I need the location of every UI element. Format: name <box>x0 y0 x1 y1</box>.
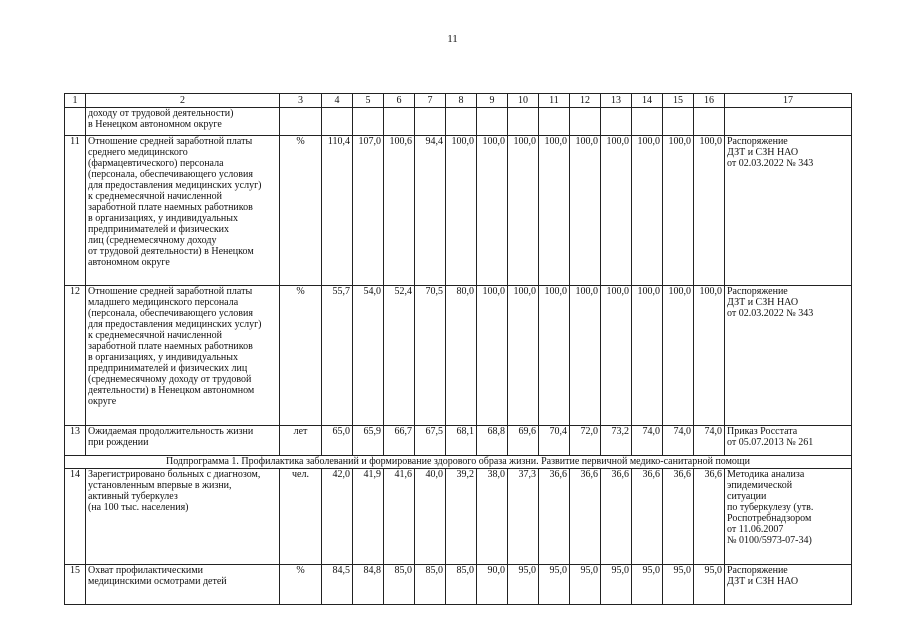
header-cell: 17 <box>725 94 852 108</box>
row-number <box>65 108 86 136</box>
value-cell: 90,0 <box>477 565 508 605</box>
value-cell: 100,0 <box>539 286 570 426</box>
header-cell: 12 <box>570 94 601 108</box>
value-cell: 55,7 <box>322 286 353 426</box>
value-cell: 69,6 <box>508 426 539 456</box>
header-cell: 7 <box>415 94 446 108</box>
page-number: 11 <box>447 33 458 45</box>
value-cell: 36,6 <box>694 469 725 565</box>
value-cell: 36,6 <box>570 469 601 565</box>
value-cell <box>415 108 446 136</box>
value-cell <box>446 108 477 136</box>
value-cell: 107,0 <box>353 136 384 286</box>
header-cell: 3 <box>280 94 322 108</box>
value-cell: 42,0 <box>322 469 353 565</box>
header-cell: 9 <box>477 94 508 108</box>
value-cell: 100,0 <box>570 136 601 286</box>
source-cell: Распоряжение ДЗТ и СЗН НАО <box>725 565 852 605</box>
header-cell: 4 <box>322 94 353 108</box>
subprogram-title: Подпрограмма 1. Профилактика заболеваний и формирование здорового образа жизни. Развитие первичной медико-санитарной помощи <box>65 456 852 469</box>
header-cell: 1 <box>65 94 86 108</box>
value-cell: 41,9 <box>353 469 384 565</box>
value-cell <box>694 108 725 136</box>
value-cell <box>539 108 570 136</box>
indicator-name: Отношение средней заработной платы младшего медицинского персонала (персонала, обеспечивающего условия для предоставления медицинских услуг) к среднемесячной начисленной заработной плате наемных работников в организациях, у индивидуальных предпринимателей и физических лиц (среднемесячному доходу от трудовой деятельности) в Ненецком автономном округе <box>86 286 280 426</box>
header-cell: 13 <box>601 94 632 108</box>
value-cell: 54,0 <box>353 286 384 426</box>
value-cell: 41,6 <box>384 469 415 565</box>
value-cell: 100,0 <box>477 136 508 286</box>
value-cell: 65,0 <box>322 426 353 456</box>
value-cell: 74,0 <box>632 426 663 456</box>
header-cell: 10 <box>508 94 539 108</box>
value-cell: 65,9 <box>353 426 384 456</box>
value-cell: 84,5 <box>322 565 353 605</box>
row-number: 11 <box>65 136 86 286</box>
value-cell: 73,2 <box>601 426 632 456</box>
indicator-name: Зарегистрировано больных с диагнозом, установленным впервые в жизни, активный туберкулез (на 100 тыс. населения) <box>86 469 280 565</box>
value-cell: 66,7 <box>384 426 415 456</box>
value-cell <box>384 108 415 136</box>
value-cell: 52,4 <box>384 286 415 426</box>
value-cell: 95,0 <box>570 565 601 605</box>
value-cell: 95,0 <box>632 565 663 605</box>
value-cell: 95,0 <box>694 565 725 605</box>
value-cell <box>632 108 663 136</box>
row-number: 12 <box>65 286 86 426</box>
header-cell: 8 <box>446 94 477 108</box>
value-cell <box>322 108 353 136</box>
value-cell: 100,0 <box>632 136 663 286</box>
header-cell: 2 <box>86 94 280 108</box>
value-cell: 85,0 <box>415 565 446 605</box>
value-cell: 95,0 <box>539 565 570 605</box>
row-number: 13 <box>65 426 86 456</box>
header-cell: 16 <box>694 94 725 108</box>
value-cell: 100,0 <box>539 136 570 286</box>
value-cell: 100,0 <box>663 136 694 286</box>
value-cell: 100,0 <box>601 136 632 286</box>
value-cell: 80,0 <box>446 286 477 426</box>
value-cell <box>508 108 539 136</box>
row-number: 15 <box>65 565 86 605</box>
value-cell: 100,0 <box>446 136 477 286</box>
indicator-name: Охват профилактическими медицинскими осмотрами детей <box>86 565 280 605</box>
value-cell: 95,0 <box>601 565 632 605</box>
value-cell <box>570 108 601 136</box>
value-cell: 100,0 <box>694 286 725 426</box>
value-cell: 74,0 <box>663 426 694 456</box>
source-cell: Распоряжение ДЗТ и СЗН НАО от 02.03.2022 № 343 <box>725 136 852 286</box>
value-cell: 74,0 <box>694 426 725 456</box>
source-cell <box>725 108 852 136</box>
source-cell: Приказ Росстата от 05.07.2013 № 261 <box>725 426 852 456</box>
unit-cell: лет <box>280 426 322 456</box>
value-cell: 110,4 <box>322 136 353 286</box>
value-cell: 70,4 <box>539 426 570 456</box>
value-cell: 68,1 <box>446 426 477 456</box>
value-cell: 100,6 <box>384 136 415 286</box>
value-cell: 100,0 <box>663 286 694 426</box>
indicator-name: Ожидаемая продолжительность жизни при рождении <box>86 426 280 456</box>
source-cell: Распоряжение ДЗТ и СЗН НАО от 02.03.2022 № 343 <box>725 286 852 426</box>
value-cell <box>353 108 384 136</box>
unit-cell: % <box>280 565 322 605</box>
subprogram-row <box>65 456 852 469</box>
header-cell: 6 <box>384 94 415 108</box>
header-cell: 15 <box>663 94 694 108</box>
unit-cell: % <box>280 136 322 286</box>
value-cell: 67,5 <box>415 426 446 456</box>
header-row <box>65 94 852 108</box>
table-row <box>65 136 852 286</box>
indicator-name: доходу от трудовой деятельности) в Ненецком автономном округе <box>86 108 280 136</box>
table-row <box>65 565 852 605</box>
value-cell: 68,8 <box>477 426 508 456</box>
value-cell: 100,0 <box>601 286 632 426</box>
value-cell: 84,8 <box>353 565 384 605</box>
indicators-table <box>64 93 852 605</box>
table-row <box>65 426 852 456</box>
value-cell: 39,2 <box>446 469 477 565</box>
value-cell: 36,6 <box>539 469 570 565</box>
value-cell: 85,0 <box>446 565 477 605</box>
table-row <box>65 469 852 565</box>
header-cell: 5 <box>353 94 384 108</box>
value-cell: 100,0 <box>508 136 539 286</box>
value-cell <box>601 108 632 136</box>
header-cell: 11 <box>539 94 570 108</box>
value-cell <box>477 108 508 136</box>
value-cell <box>663 108 694 136</box>
table-row <box>65 108 852 136</box>
unit-cell: чел. <box>280 469 322 565</box>
unit-cell <box>280 108 322 136</box>
value-cell: 36,6 <box>663 469 694 565</box>
value-cell: 85,0 <box>384 565 415 605</box>
value-cell: 100,0 <box>570 286 601 426</box>
value-cell: 95,0 <box>508 565 539 605</box>
value-cell: 38,0 <box>477 469 508 565</box>
value-cell: 95,0 <box>663 565 694 605</box>
source-cell: Методика анализа эпидемической ситуации по туберкулезу (утв. Роспотребнадзором от 11.06.2007 № 0100/5973-07-34) <box>725 469 852 565</box>
value-cell: 70,5 <box>415 286 446 426</box>
value-cell: 100,0 <box>477 286 508 426</box>
unit-cell: % <box>280 286 322 426</box>
row-number: 14 <box>65 469 86 565</box>
header-cell: 14 <box>632 94 663 108</box>
value-cell: 100,0 <box>694 136 725 286</box>
value-cell: 36,6 <box>632 469 663 565</box>
indicator-name: Отношение средней заработной платы среднего медицинского (фармацевтического) персонала (персонала, обеспечивающего условия для предоставления медицинских услуг) к среднемесячной начисленной заработной плате наемных работников в организациях, у индивидуальных предпринимателей и физических лиц (среднемесячному доходу от трудовой деятельности) в Ненецком автономном округе <box>86 136 280 286</box>
value-cell: 72,0 <box>570 426 601 456</box>
table-row <box>65 286 852 426</box>
value-cell: 94,4 <box>415 136 446 286</box>
value-cell: 100,0 <box>508 286 539 426</box>
value-cell: 40,0 <box>415 469 446 565</box>
value-cell: 100,0 <box>632 286 663 426</box>
value-cell: 36,6 <box>601 469 632 565</box>
value-cell: 37,3 <box>508 469 539 565</box>
